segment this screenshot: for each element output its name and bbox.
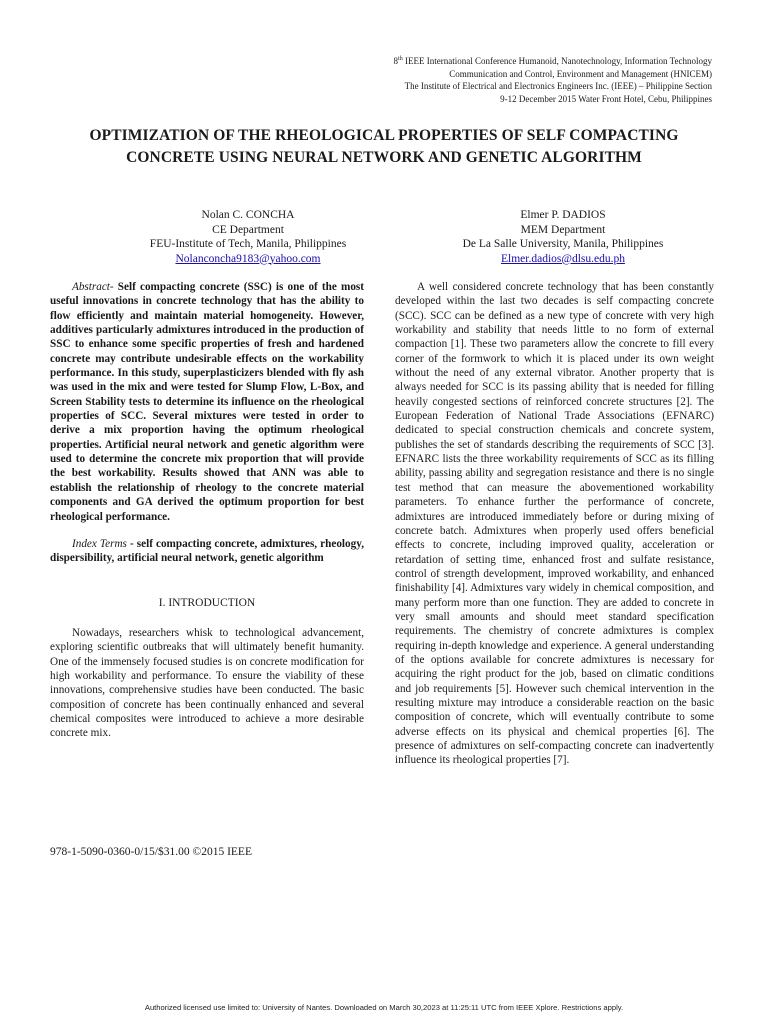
author-department: MEM Department xyxy=(520,223,606,236)
author-department: CE Department xyxy=(212,223,284,236)
conference-line-2: Communication and Control, Environment and Management (HNICEM) xyxy=(449,68,712,79)
body-paragraph: A well considered concrete technology that has been constantly developed within the last two decades is self compacting concrete (SCC). SCC can be defined as a new type of concrete with very high workability and stability that needs little to no form of external compaction [1]. These two parameters allow the concrete to fill every corner of the formwork to which it is placed under its own weight without the need of any external vibrator. Another property that is always needed for SCC is its passing ability that is needed for filling heavily congested sections of reinforced concrete structures [2]. The European Federation of National Trade Associations (EFNARC) dedicated to special construction chemicals and concrete system, publishes the set of standards describing the requirements of SCC [3]. EFNARC lists the three workability requirements of SCC as its filling ability, passing ability and segregation resistance and there is no single test method that can measure the abovementioned workability parameters. To enhance further the performance of concrete, admixtures are introduced immediately before or during mixing of concrete batch. Admixtures when properly used offers beneficial effects to concrete, including improved quality, acceleration or retardation of setting time, enhanced frost and sulfate resistance, control of strength development, improved workability, and enhanced finishability [4]. Admixtures vary widely in chemical composition, and many perform more than one function. They are added to concrete in very small amounts and should meet standard specification requirements. The chemistry of concrete admixtures is complex requiring in-depth knowledge and experience. A general understanding of the options available for concrete admixtures is necessary for acquiring the right product for the job, based on climatic conditions and job requirements [5]. However such chemical intervention in the resulting mixture may introduce a considerable reaction on the basic composition of concrete, which will eventually contribute to some adverse effects on its physical and chemical properties [6]. The presence of admixtures on self-compacting concrete can inadvertently influence its rheological properties [7]. xyxy=(395,281,714,767)
abstract xyxy=(50,280,364,524)
left-column xyxy=(50,280,364,741)
conference-line-3: The Institute of Electrical and Electronics Engineers Inc. (IEEE) – Philippine Section xyxy=(404,81,712,91)
author-affiliation: FEU-Institute of Tech, Manila, Philippines xyxy=(149,238,347,250)
conference-line-1: 8th IEEE International Conference Humanoid, Nanotechnology, Information Technology xyxy=(393,56,712,66)
paper-title: OPTIMIZATION OF THE RHEOLOGICAL PROPERTIES OF SELF COMPACTING CONCRETE USING NEURAL NETWORK AND GENETIC ALGORITHM xyxy=(89,127,679,166)
section-heading-introduction: I. INTRODUCTION xyxy=(158,596,256,609)
author-email-link[interactable]: Elmer.dadios@dlsu.edu.ph xyxy=(501,252,625,265)
conference-header xyxy=(292,55,712,105)
abstract-lead: Abstract- xyxy=(72,281,114,293)
conference-line-4: 9-12 December 2015 Water Front Hotel, Cebu, Philippines xyxy=(500,93,712,104)
copyright-notice: 978-1-5090-0360-0/15/$31.00 ©2015 IEEE xyxy=(50,846,252,858)
author-email-link[interactable]: Nolanconcha9183@yahoo.com xyxy=(175,252,321,265)
license-footer: Authorized licensed use limited to: University of Nantes. Downloaded on March 30,2023 at 11:25:11 UTC from IEEE Xplore. Restrictions apply. xyxy=(144,1003,624,1012)
author-affiliation: De La Salle University, Manila, Philippines xyxy=(462,238,664,250)
right-column xyxy=(395,280,714,768)
intro-paragraph: Nowadays, researchers whisk to technological advancement, exploring scientific outbreaks that will ultimately benefit humanity. One of the immensely focused studies is on concrete modification for high workability and performance. To ensure the viability of these innovations, comprehensive studies have been conducted. The basic composition of concrete has been continually enhanced and several chemical composites were introduced to achieve a more desirable concrete mix. xyxy=(50,626,364,740)
index-terms-body: - self compacting concrete, admixtures, rheology, dispersibility, artificial neural network, genetic algorithm xyxy=(50,537,364,565)
index-terms xyxy=(50,537,364,566)
author-block-1 xyxy=(98,208,398,266)
abstract-body: Self compacting concrete (SSC) is one of the most useful innovations in concrete technology that has the ability to flow efficiently and maintain material homogeneity. However, additives particularly admixtures introduced in the production of SSC to enhance some specific properties of fresh and hardened concrete may contribute undesirable effects on the workability performance. In this study, superplasticizers blended with fly ash was used in the mix and were tested for Slump Flow, L-Box, and Screen Stability tests to determine its influence on the rheological properties of SCC. Several mixtures were tested in order to derive a mix proportion having the optimum rheological properties. Artificial neural network and genetic algorithm were used to determine the concrete mix proportion that will provide the best workability. Results showed that ANN was able to establish the relationship of rheology to the concrete material components and GA derived the optimum proportion for best rheological performance. xyxy=(50,281,364,523)
author-block-2 xyxy=(403,208,723,266)
author-name: Elmer P. DADIOS xyxy=(520,209,606,221)
index-terms-lead: Index Terms xyxy=(72,537,127,550)
author-name: Nolan C. CONCHA xyxy=(201,209,295,221)
